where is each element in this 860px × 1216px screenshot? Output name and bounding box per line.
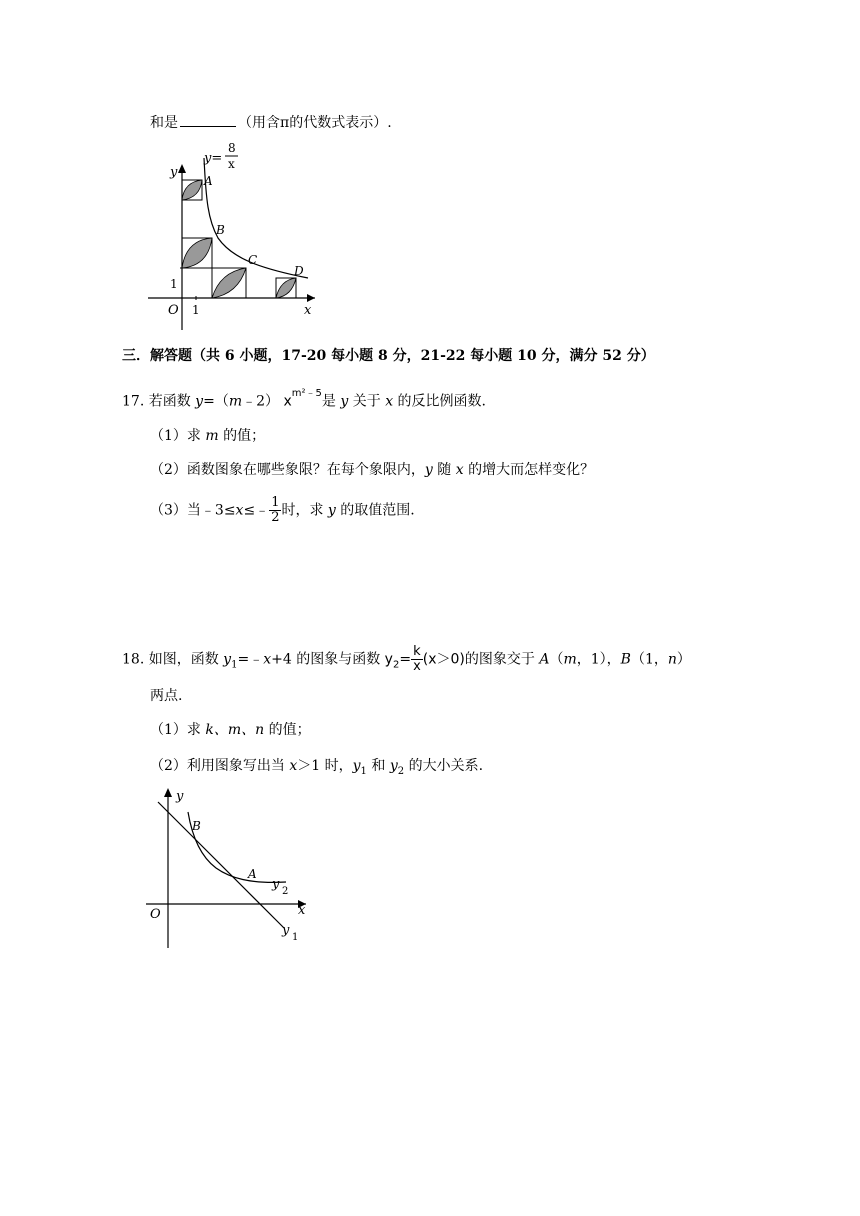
figure-line-and-hyperbola [140,786,320,956]
leaf-a [182,180,202,200]
origin-label: O [168,303,179,318]
y-axis-arrow [178,164,186,173]
point-b-label: B [216,223,225,237]
q16-tail: 和是 （用含π的代数式表示）. [150,112,392,133]
q17-stem: 17. 若函数 y=（m﹣2） $x^{m^2﹣5}$是 y 关于 x 的反比例函数. [122,388,486,410]
answer-blank[interactable] [180,112,236,127]
curve-y2-label: y [272,877,280,892]
x-axis-arrow [307,294,315,302]
x-axis-label: x [298,903,306,918]
q17-part2: （2）函数图象在哪些象限？在每个象限内，y 随 x 的增大而怎样变化？ [150,462,595,478]
point-d-label: D [294,264,304,278]
q18-stem: 18. 如图，函数 $y_1=﹣x+4$ 的图象与函数 $y_2=$ $\frac{k}{x}$ (x＞0)的图象交于 A（m，1），B（1，n） [122,644,691,674]
y-axis-label: y [170,165,178,180]
figure-inverse-squares [140,140,330,340]
leaf-c [212,268,246,298]
fraction-k-over-x: $\frac{k}{x}$ [413,644,421,674]
q18-part2: （2）利用图象写出当 x＞1 时，$y_1$ 和 $y_2$ 的大小关系. [150,758,484,777]
point-b-label: B [192,819,201,833]
tick-y-label: 1 [170,277,178,291]
origin-label: O [150,907,161,922]
tick-x-label: 1 [192,303,200,317]
point-c-label: C [248,253,258,267]
line-y1-label: y [282,923,290,938]
q17-part1: （1）求 m 的值； [150,428,266,444]
fraction-one-half: $\frac{1}{2}$ [271,495,280,525]
func-label-den: x [228,157,235,171]
point-a-label: A [248,867,257,881]
q18-stem-line2: 两点. [150,688,183,704]
q17-part3: （3）当﹣3≤x≤﹣ $\frac{1}{2}$ 时，求 y 的取值范围. [150,495,415,525]
square-b2 [182,268,212,298]
func-label-num: 8 [228,141,236,155]
y-axis-label: y [176,789,184,804]
curve-y2-sub: 2 [282,886,289,897]
q18-part1: （1）求 k、m、n 的值； [150,722,311,738]
leaf-d [276,278,296,298]
point-a-label: A [204,174,213,188]
line-y1 [158,802,284,928]
func-label-y: y= [204,151,223,166]
leaf-b [182,238,212,268]
line-y1-sub: 1 [292,932,299,943]
section-3-title: 三．解答题（共 6 小题，17-20 每小题 8 分，21-22 每小题 10 分，满分 52 分） [122,348,655,364]
x-axis-label: x [304,303,312,318]
y-axis-arrow [164,788,172,797]
